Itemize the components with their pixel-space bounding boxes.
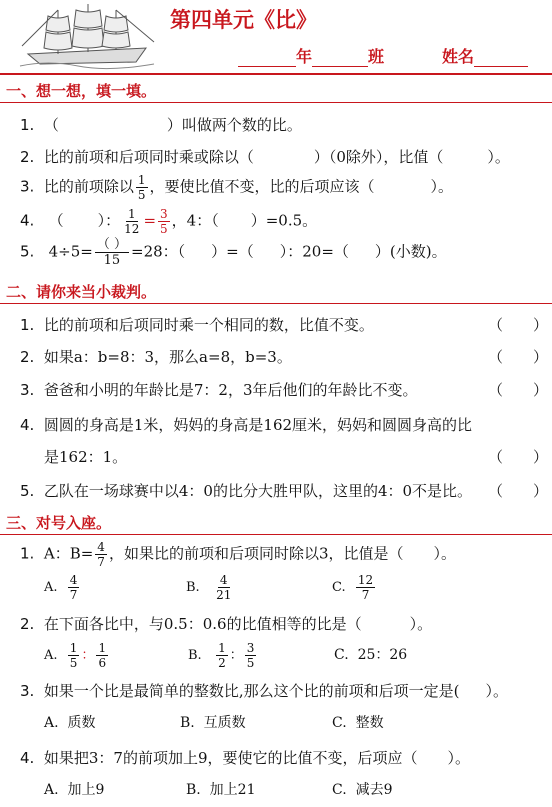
s2-question-2: 2. 如果a：b=8：3，那么a=8，b=3。 — [20, 348, 292, 366]
option-c[interactable]: C. $\frac{12}{7}$ — [332, 573, 374, 602]
option-c[interactable]: C. 减去9 — [332, 782, 393, 798]
s2-question-3: 3. 爸爸和小明的年龄比是7：2，3年后他们的年龄比不变。 — [20, 381, 418, 399]
name-label: 姓名 — [442, 47, 475, 66]
fraction-one-fifth: $\frac{1}{5}$ — [137, 173, 146, 202]
section-1-title: 一、想一想，填一填。 — [6, 82, 157, 100]
s2-question-1: 1. 比的前项和后项同时乘一个相同的数，比值不变。 — [20, 316, 374, 334]
s2-question-5: 5. 乙队在一场球赛中以4：0的比分大胜甲队，这里的4：0不是比。 — [20, 482, 473, 500]
s2-answer-paren-1[interactable]: （ ） — [488, 316, 549, 334]
section-2-title: 二、请你来当小裁判。 — [6, 283, 157, 301]
page-title: 第四单元《比》 — [170, 7, 317, 32]
year-label: 年 — [296, 47, 313, 66]
s1-question-1: 1. （ ）叫做两个数的比。 — [20, 116, 302, 134]
option-b[interactable]: B. 加上21 — [186, 782, 256, 798]
option-b[interactable]: B. $\frac{4}{21}$ — [186, 573, 232, 602]
class-label: 班 — [368, 47, 385, 66]
s2-answer-paren-4[interactable]: （ ） — [488, 448, 549, 466]
s2-question-4-cont: 是162：1。 — [44, 448, 128, 466]
s1-question-5: 5. 4÷5= $\frac{( )}{15}$ =28：（ ）=（ ）：20=（ ）(小数)。 — [20, 237, 447, 268]
s1-question-3: 3. 比的前项除以 $\frac{1}{5}$ ，要使比值不变，比的后项应该（ ）。 — [20, 173, 454, 202]
section-1-underline — [0, 102, 552, 103]
s1-question-2: 2. 比的前项和后项同时乘或除以（ ）（0除外），比值（ ）。 — [20, 148, 510, 166]
sailing-ship-illustration — [18, 2, 158, 70]
s3-q2-options — [44, 642, 407, 669]
section-2-underline — [0, 303, 552, 304]
option-a[interactable]: A. $\frac{1}{5}$ ： $\frac{1}{6}$ — [44, 641, 107, 670]
option-b[interactable]: B. 互质数 — [180, 715, 246, 731]
s2-answer-paren-5[interactable]: （ ） — [488, 482, 549, 500]
option-b[interactable]: B. $\frac{1}{2}$ ： $\frac{3}{5}$ — [188, 641, 255, 670]
section-3-title: 三、对号入座。 — [6, 514, 112, 532]
option-a[interactable]: A. 质数 — [44, 715, 96, 731]
s3-question-2: 2. 在下面各比中，与0.5：0.6的比值相等的比是（ ）。 — [20, 615, 433, 633]
s2-answer-paren-3[interactable]: （ ） — [488, 381, 549, 399]
option-a[interactable]: A. 加上9 — [44, 782, 105, 798]
s3-question-3: 3. 如果一个比是最简单的整数比,那么这个比的前项和后项一定是( ）。 — [20, 682, 508, 700]
s3-question-1: 1. A：B= $\frac{4}{7}$ ，如果比的前项和后项同时除以3，比值是（ ）。 — [20, 540, 456, 569]
option-c[interactable]: C. 25：26 — [334, 647, 408, 663]
s1-question-4: 4. （ ）： $\frac{1}{12}$ = $\frac{3}{5}$ ，4：（ ）=0.5。 — [20, 207, 318, 236]
s3-question-4: 4. 如果把3：7的前项加上9，要使它的比值不变，后项应（ ）。 — [20, 749, 471, 767]
s2-answer-paren-2[interactable]: （ ） — [488, 348, 549, 366]
option-c[interactable]: C. 整数 — [332, 715, 384, 731]
option-a[interactable]: A. $\frac{4}{7}$ — [44, 573, 78, 602]
s2-question-4: 4. 圆圆的身高是1米，妈妈的身高是162厘米，妈妈和圆圆身高的比 — [20, 416, 473, 434]
student-info-row — [238, 44, 528, 67]
section-3-underline — [0, 534, 552, 535]
s3-q4-options — [44, 779, 393, 799]
header-divider — [0, 73, 552, 75]
s3-q1-options — [44, 574, 377, 601]
s3-q3-options — [44, 712, 384, 732]
